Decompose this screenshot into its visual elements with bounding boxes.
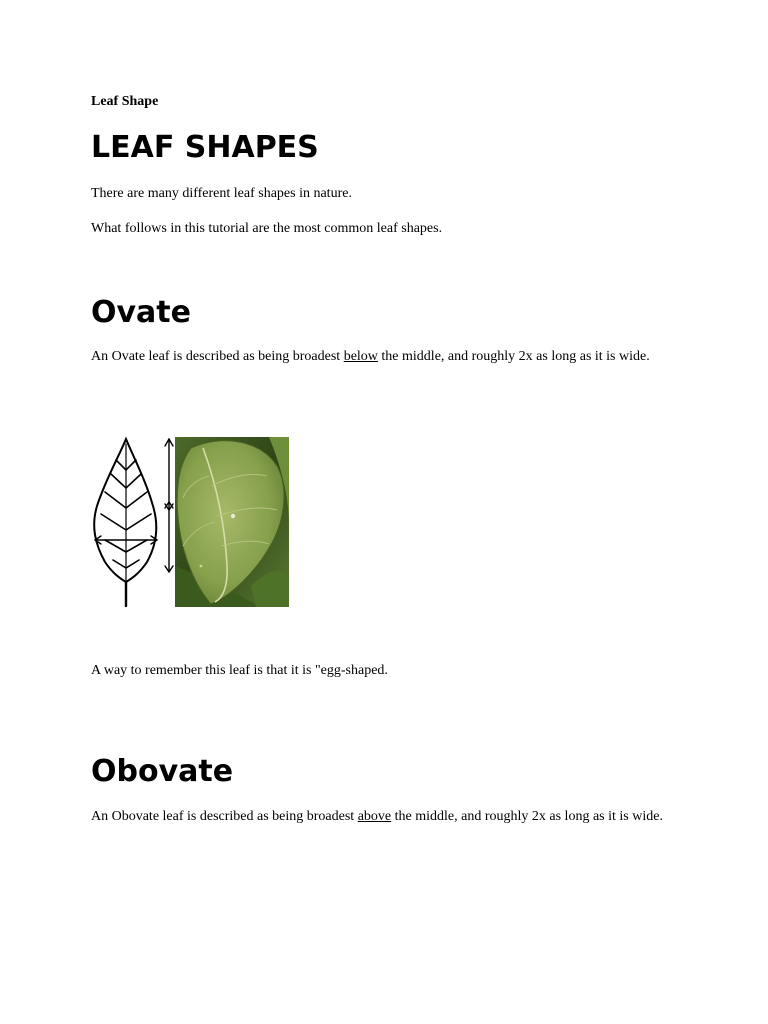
ovate-description-start: An Ovate leaf is described as being broadest <box>91 349 344 364</box>
obovate-emphasis-above: above <box>357 809 392 824</box>
obovate-description-end: the middle, and roughly 2x as long as it is wide. <box>391 809 663 824</box>
document-title: Leaf Shape <box>91 94 159 109</box>
intro-paragraph-2: What follows in this tutorial are the most common leaf shapes. <box>91 221 443 236</box>
ovate-leaf-outline-icon <box>91 436 291 610</box>
ovate-description <box>91 348 681 366</box>
intro-paragraph-1: There are many different leaf shapes in nature. <box>91 186 352 201</box>
page-heading: LEAF SHAPES <box>91 130 319 165</box>
ovate-figure <box>91 436 291 610</box>
obovate-description <box>91 808 681 826</box>
ovate-note: A way to remember this leaf is that it is "egg-shaped. <box>91 663 388 678</box>
section-heading-obovate: Obovate <box>91 754 234 789</box>
ovate-emphasis-below: below <box>343 349 378 364</box>
section-heading-ovate: Ovate <box>91 295 191 330</box>
obovate-description-start: An Obovate leaf is described as being broadest <box>91 809 358 824</box>
ovate-leaf-photo <box>175 437 289 607</box>
ovate-description-end: the middle, and roughly 2x as long as it is wide. <box>377 349 650 364</box>
